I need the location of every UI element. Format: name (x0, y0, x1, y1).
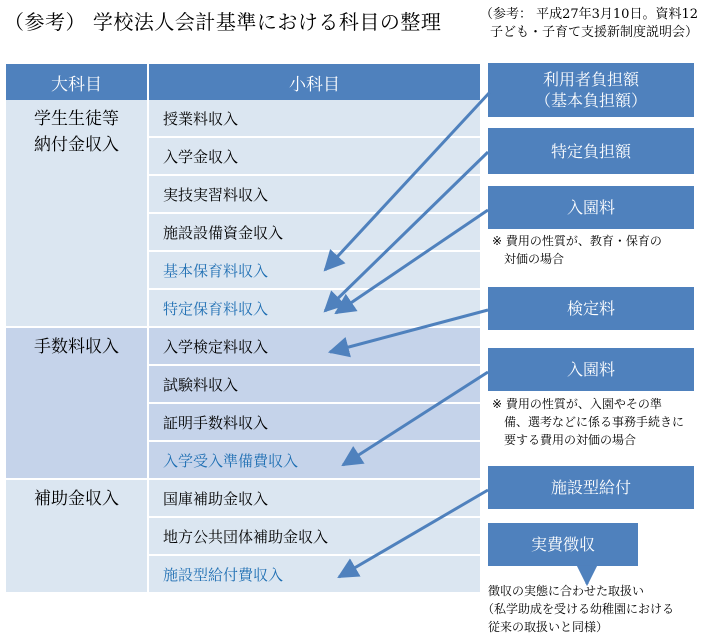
note-1-line: 対価の場合 (504, 252, 565, 266)
minor-category-cell: 証明手数料収入 (148, 403, 480, 441)
page-title: （参考） 学校法人会計基準における科目の整理 (4, 10, 442, 34)
minor-category-cell: 入学受入準備費収入 (148, 441, 480, 479)
header-minor: 小科目 (148, 64, 480, 100)
box-entrance-fee-2: 入園料 (488, 348, 694, 391)
box-facility-benefit: 施設型給付 (488, 466, 694, 509)
box-specific-burden: 特定負担額 (488, 128, 694, 174)
arrow-facility-benefit (339, 490, 488, 577)
note-2-line: ※ 費用の性質が、入園やその準 (492, 397, 662, 411)
note-1-line: ※ 費用の性質が、教育・保育の (492, 234, 662, 248)
arrow-inspection-fee (330, 310, 488, 352)
note-3-line: 従来の取扱いと同様） (488, 620, 609, 634)
minor-category-cell: 施設設備資金収入 (148, 213, 480, 251)
minor-category-cell: 特定保育料収入 (148, 289, 480, 327)
minor-category-cell: 基本保育料収入 (148, 251, 480, 289)
minor-category-cell: 授業料収入 (148, 100, 480, 137)
minor-category-cell: 実技実習料収入 (148, 175, 480, 213)
minor-category-cell: 施設型給付費収入 (148, 555, 480, 593)
arrow-specific-burden (325, 152, 488, 311)
note-2-line: 要する費用の対価の場合 (504, 433, 637, 447)
note-3-line: （私学助成を受ける幼稚園における (482, 602, 675, 616)
major-category-line: 納付金収入 (34, 135, 119, 155)
box-actual-cost: 実費徴収 (488, 523, 638, 566)
source-note-line: （参考： 平成27年3月10日。資料12 (479, 7, 698, 22)
minor-category-cell: 入学金収入 (148, 137, 480, 175)
box-inspection-fee: 検定料 (488, 287, 694, 330)
minor-category-cell: 地方公共団体補助金収入 (148, 517, 480, 555)
minor-category-cell: 入学検定料収入 (148, 327, 480, 365)
source-note-line: 子ども・子育て支援新制度説明会） (489, 25, 698, 40)
major-category-line: 手数料収入 (34, 337, 119, 357)
note-2-line: 備、選考などに係る事務手続きに (504, 415, 685, 429)
arrow-entrance-fee-2 (343, 372, 488, 465)
box-user-burden-line1: 利用者負担額 (542, 70, 639, 89)
minor-category-cell: 国庫補助金収入 (148, 479, 480, 517)
box-entrance-fee-1: 入園料 (488, 186, 694, 229)
minor-category-cell: 試験料収入 (148, 365, 480, 403)
note-3-line: 徴収の実態に合わせた取扱い (488, 584, 645, 598)
major-category-line: 補助金収入 (34, 489, 119, 509)
box-user-burden-line2: （基本負担額） (534, 91, 647, 110)
arrow-user-burden (325, 92, 490, 270)
major-category-line: 学生生徒等 (34, 109, 119, 129)
header-major: 大科目 (6, 64, 148, 100)
